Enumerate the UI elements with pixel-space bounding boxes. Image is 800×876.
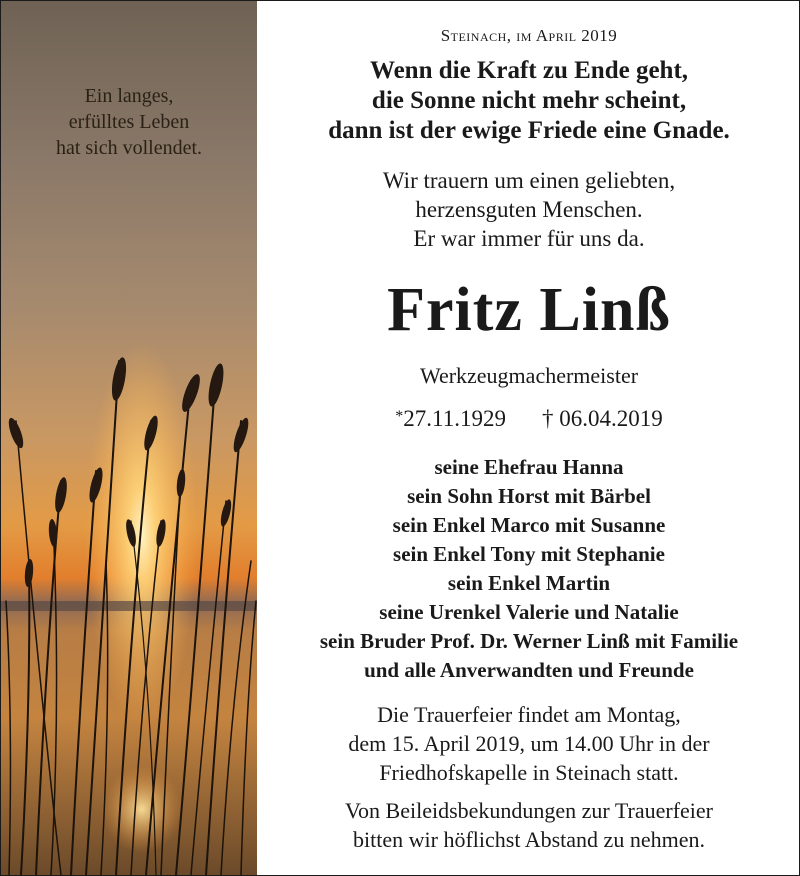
closing-note: [258, 796, 800, 854]
birth-star-icon: *: [395, 408, 404, 425]
deceased-name: Fritz Linß: [387, 276, 671, 344]
ceremony-line: Friedhofskapelle in Steinach statt.: [379, 760, 679, 785]
life-dates: [258, 402, 800, 434]
sunset-reeds-photo: [1, 1, 257, 875]
mourner-line: seine Ehefrau Hanna: [434, 455, 624, 479]
poem-line: dann ist der ewige Friede eine Gnade.: [328, 117, 730, 144]
intro-line: Wir trauern um einen geliebten,: [382, 168, 676, 193]
closing-line: Von Beileidsbekundungen zur Trauerfeier: [344, 798, 714, 823]
closing-line: bitten wir höflichst Abstand zu nehmen.: [353, 827, 705, 852]
mourner-line: sein Bruder Prof. Dr. Werner Linß mit Familie: [319, 629, 739, 653]
mourner-line: sein Enkel Tony mit Stephanie: [393, 542, 665, 566]
mourner-line: seine Urenkel Valerie und Natalie: [379, 600, 679, 624]
birth-date: 27.11.1929: [403, 406, 506, 431]
funeral-service-info: [258, 700, 800, 787]
poem-line: Wenn die Kraft zu Ende geht,: [369, 57, 689, 84]
obituary-text-column: [258, 0, 800, 876]
mourner-line: und alle Anverwandten und Freunde: [364, 658, 694, 682]
photo-quote-line: hat sich vollendet.: [55, 137, 203, 159]
photo-quote-line: Ein langes,: [84, 85, 174, 107]
intro-text: [258, 166, 800, 253]
dateline: Steinach, im April 2019: [440, 26, 618, 45]
intro-line: Er war immer für uns da.: [413, 226, 645, 251]
poem-line: die Sonne nicht mehr scheint,: [371, 87, 687, 114]
ceremony-line: Die Trauerfeier findet am Montag,: [377, 702, 681, 727]
mourner-line: sein Enkel Marco mit Susanne: [392, 513, 666, 537]
death-cross-icon: †: [541, 406, 554, 431]
photo-quote-line: erfülltes Leben: [68, 111, 190, 133]
ceremony-line: dem 15. April 2019, um 14.00 Uhr in der: [348, 731, 710, 756]
photo-quote: [1, 83, 257, 161]
deceased-profession: Werkzeugmachermeister: [419, 363, 639, 388]
intro-line: herzensguten Menschen.: [415, 197, 643, 222]
mourner-line: sein Enkel Martin: [447, 571, 611, 595]
death-date: 06.04.2019: [559, 406, 663, 431]
poem: [258, 56, 800, 146]
mourners-list: [258, 453, 800, 685]
mourner-line: sein Sohn Horst mit Bärbel: [407, 484, 651, 508]
